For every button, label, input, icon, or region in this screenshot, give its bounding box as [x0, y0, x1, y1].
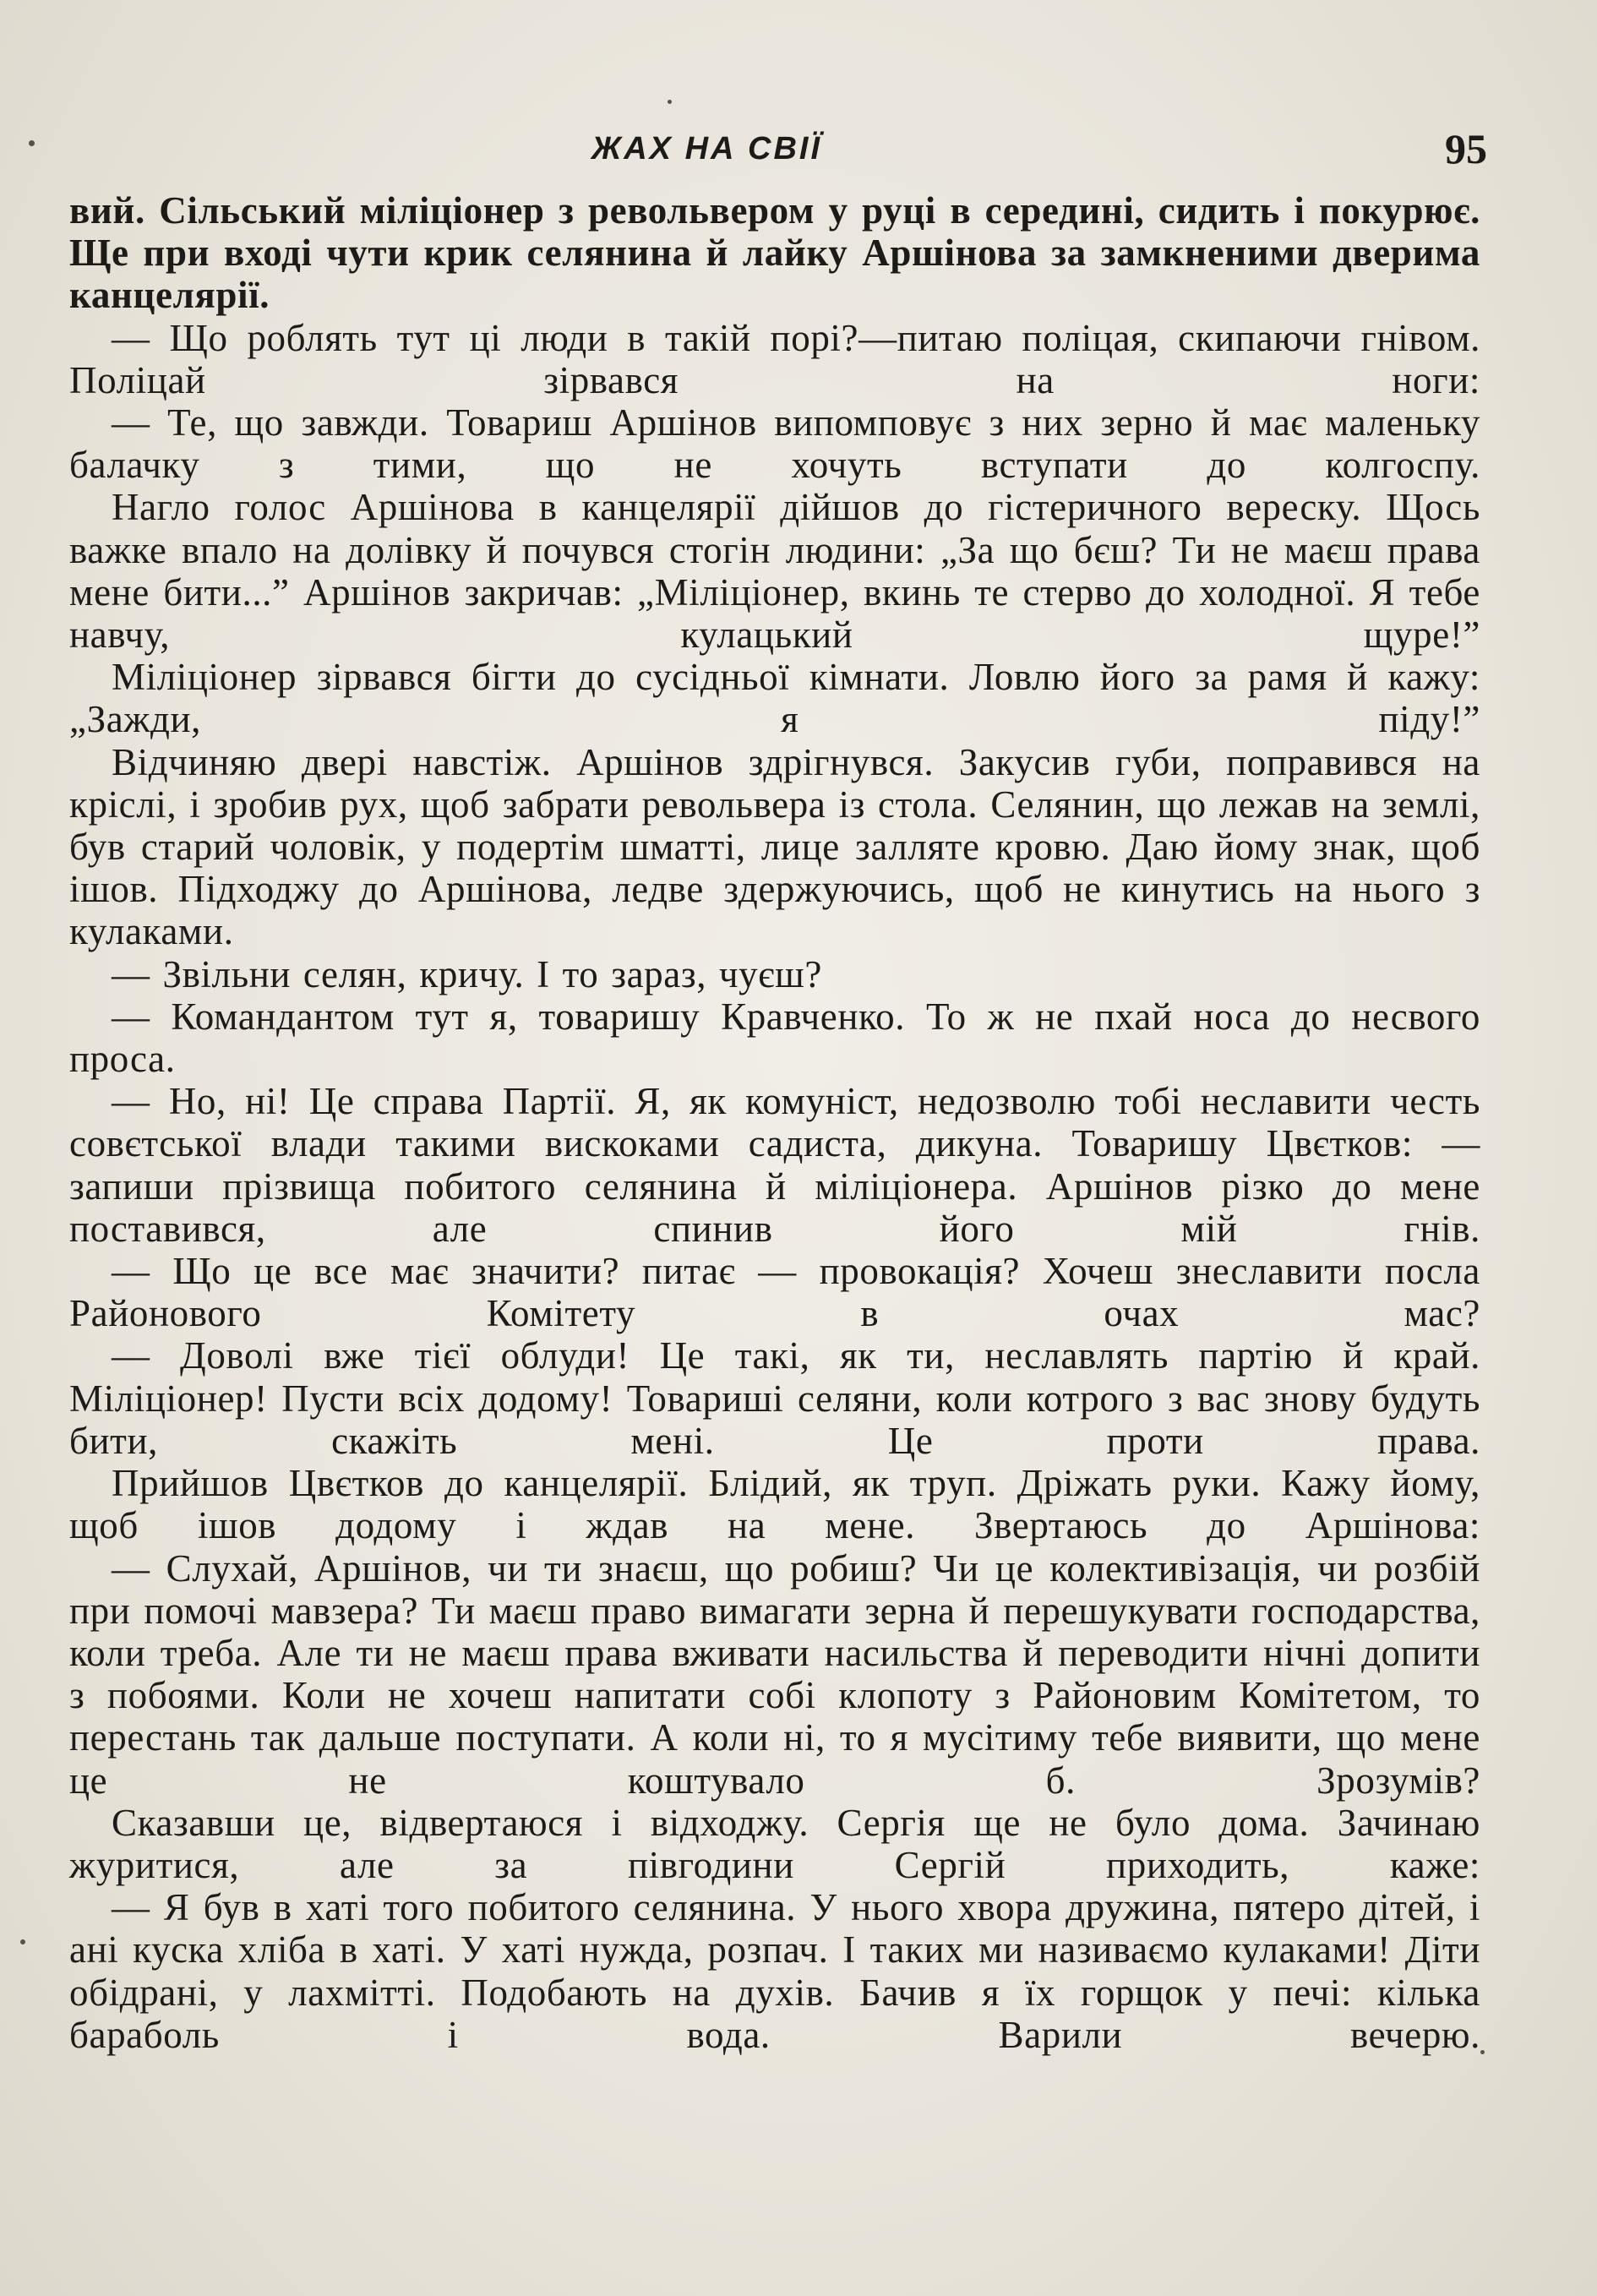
running-head — [0, 125, 1597, 176]
paragraph: Сказавши це, відвертаюся і відходжу. Сергія ще не було дома. Зачинаю журитися, але за півгодини Сергій приходить, каже: — [69, 1801, 1480, 1886]
paragraph: — Слухай, Аршінов, чи ти знаєш, що робиш? Чи це колективізація, чи розбій при помочі мавзера? Ти маєш право вимагати зерна й перешукувати господарства, коли треба. Але ти не маєш права вживати насильства й переводити нічні допити з побоями. Коли не хочеш напитати собі клопоту з Районовим Комітетом, то перестань так дальше поступати. А коли ні, то я мусітиму тебе виявити, що мене це не коштувало б. Зрозумів? — [69, 1546, 1480, 1802]
paragraph: — Що роблять тут ці люди в такій порі?—питаю поліцая, скипаючи гнівом. Поліцай зірвався на ноги: — [69, 316, 1480, 401]
print-speck — [20, 1939, 25, 1944]
paragraph: Міліціонер зірвався бігти до сусідньої кімнати. Ловлю його за рамя й кажу: „Зажди, я піду!” — [69, 656, 1480, 741]
paragraph: — Я був в хаті того побитого селянина. У нього хвора дружина, пятеро дітей, і ані куска хліба в хаті. У хаті нужда, розпач. І таких ми називаємо кулаками! Діти обідрані, у лахмітті. Подобають на духів. Бачив я їх горщок у печі: кілька бараболь і вода. Варили вечерю. — [69, 1886, 1480, 2056]
paragraph: Нагло голос Аршінова в канцелярії дійшов до гістеричного вереску. Щось важке впало на долівку й почувся стогін людини: „За що бєш? Ти не маєш права мене бити...” Аршінов закричав: „Міліціонер, вкинь те стерво до холодної. Я тебе навчу, кулацький щуре!” — [69, 486, 1480, 657]
print-speck — [29, 140, 35, 146]
print-speck — [668, 100, 672, 104]
paragraph: — Командантом тут я, товаришу Кравченко. То ж не пхай носа до несвого проса. — [69, 995, 1480, 1081]
paragraph: — Що це все має значити? питає — провокація? Хочеш знеславити посла Районового Комітету в очах мас? — [69, 1250, 1480, 1335]
paragraph: Прийшов Цвєтков до канцелярії. Блідий, як труп. Дріжать руки. Кажу йому, щоб ішов додому і ждав на мене. Звертаюсь до Аршінова: — [69, 1462, 1480, 1547]
paragraph: — Но, ні! Це справа Партії. Я, як комуніст, недозволю тобі неславити честь совєтської влади такими вискоками садиста, дикуна. Товаришу Цвєтков: — запиши прізвища побитого селянина й міліціонера. Аршінов різко до мене поставився, але спинив його мій гнів. — [69, 1080, 1480, 1250]
paragraph: — Те, що завжди. Товариш Аршінов випомповує з них зерно й має маленьку балачку з тими, що не хочуть вступати до колгоспу. — [69, 401, 1480, 487]
page-number: 95 — [1445, 125, 1487, 172]
paragraph: Відчиняю двері навстіж. Аршінов здрігнувся. Закусив губи, поправився на кріслі, і зробив рух, щоб забрати револьвера із стола. Селянин, що лежав на землі, був старий чоловік, у подертім шматті, лице залляте кровю. Даю йому знак, щоб ішов. Підходжу до Аршінова, ледве здержуючись, щоб не кинутись на нього з кулаками. — [69, 740, 1480, 953]
body-text — [69, 189, 1480, 2056]
paragraph: — Звільни селян, кричу. І то зараз, чуєш? — [112, 952, 822, 995]
paragraph: вий. Сільський міліціонер з револьвером у руці в середині, сидить і покурює. Ще при вході чути крик селянина й лайку Аршінова за замкненими дверима канцелярії. — [69, 189, 1480, 317]
paragraph: — Доволі вже тієї облуди! Це такі, як ти, неславлять партію й край. Міліціонер! Пусти всіх додому! Товариші селяни, коли котрого з вас знову будуть бити, скажіть мені. Це проти права. — [69, 1334, 1480, 1462]
print-speck — [1480, 2050, 1485, 2054]
running-title: ЖАХ НА СВІЇ — [591, 131, 823, 166]
